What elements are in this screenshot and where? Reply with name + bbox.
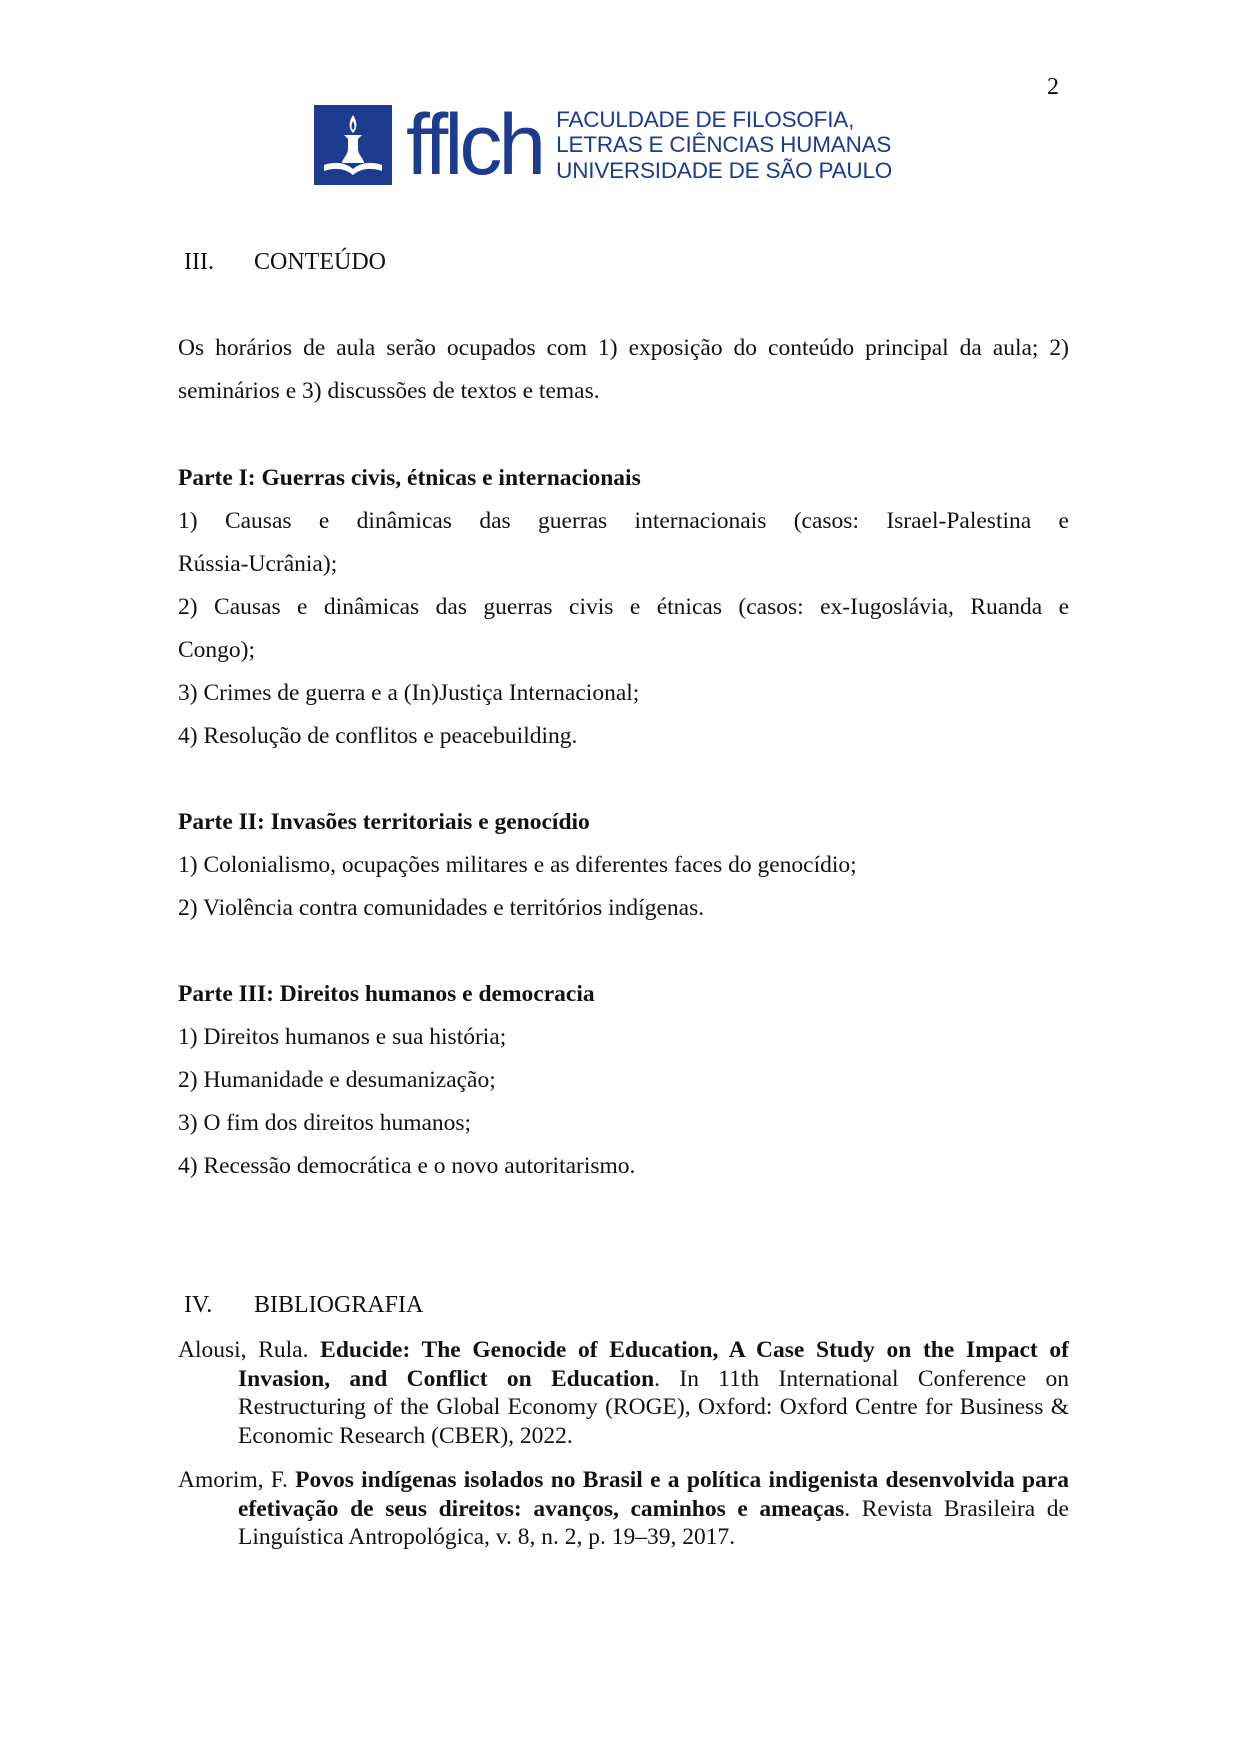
list-item: 1) Direitos humanos e sua história; xyxy=(178,1024,507,1050)
institution-line: FACULDADE DE FILOSOFIA, xyxy=(556,106,855,132)
list-item: 1) Colonialismo, ocupações militares e as diferentes faces do genocídio; xyxy=(178,852,857,878)
institution-line: UNIVERSIDADE DE SÃO PAULO xyxy=(556,157,893,183)
logo-wordmark: fflch xyxy=(406,97,543,193)
institution-name xyxy=(556,107,892,184)
list-item: 1) Causas e dinâmicas das guerras internacionais (casos: Israel-Palestina e xyxy=(178,508,1069,534)
list-item: 4) Recessão democrática e o novo autoritarismo. xyxy=(178,1153,636,1179)
bibliography-entry xyxy=(178,1336,1069,1450)
list-item: Rússia-Ucrânia); xyxy=(178,551,338,577)
page-number: 2 xyxy=(1047,74,1059,100)
part-title: Parte I: Guerras civis, étnicas e internacionais xyxy=(178,465,641,491)
section-number: IV. xyxy=(184,1292,213,1318)
bib-author: Amorim, F. xyxy=(178,1467,288,1493)
bib-details: . Revista Brasileira de Linguística Antropológica, v. 8, n. 2, p. 19–39, 2017. xyxy=(238,1495,1069,1550)
part-title: Parte III: Direitos humanos e democracia xyxy=(178,981,595,1007)
intro-paragraph-line: Os horários de aula serão ocupados com 1) exposição do conteúdo principal da aula; 2) xyxy=(178,335,1069,361)
torch-book-emblem-icon xyxy=(314,105,392,185)
bibliography-entry xyxy=(178,1466,1069,1552)
list-item: 2) Causas e dinâmicas das guerras civis e étnicas (casos: ex-Iugoslávia, Ruanda e xyxy=(178,594,1069,620)
bib-title: Educide: The Genocide of Education, A Case Study on the Impact of Invasion, and Conflict on Education xyxy=(238,1337,1070,1392)
list-item: 3) Crimes de guerra e a (In)Justiça Internacional; xyxy=(178,680,640,706)
fflch-logo xyxy=(314,97,893,193)
list-item: 2) Violência contra comunidades e territórios indígenas. xyxy=(178,895,705,921)
list-item: 3) O fim dos direitos humanos; xyxy=(178,1110,472,1136)
section-title: BIBLIOGRAFIA xyxy=(254,1292,424,1318)
list-item: 2) Humanidade e desumanização; xyxy=(178,1067,496,1093)
section-heading-bibliografia xyxy=(184,1292,423,1319)
bib-title: Povos indígenas isolados no Brasil e a política indigenista desenvolvida para efetivação de seus direitos: avanços, caminhos e ameaças xyxy=(238,1467,1070,1522)
bib-author: Alousi, Rula. xyxy=(178,1337,309,1363)
intro-paragraph-line: seminários e 3) discussões de textos e temas. xyxy=(178,378,600,404)
part-title: Parte II: Invasões territoriais e genocídio xyxy=(178,809,590,835)
section-title: CONTEÚDO xyxy=(254,249,386,275)
section-heading-conteudo xyxy=(184,249,386,276)
list-item: Congo); xyxy=(178,637,256,663)
bib-details: . In 11th International Conference on Restructuring of the Global Economy (ROGE), Oxford: Oxford Centre for Business & Economic Research (CBER), 2022. xyxy=(238,1365,1069,1449)
list-item: 4) Resolução de conflitos e peacebuilding. xyxy=(178,723,578,749)
section-number: III. xyxy=(184,249,214,275)
institution-line: LETRAS E CIÊNCIAS HUMANAS xyxy=(556,132,892,158)
